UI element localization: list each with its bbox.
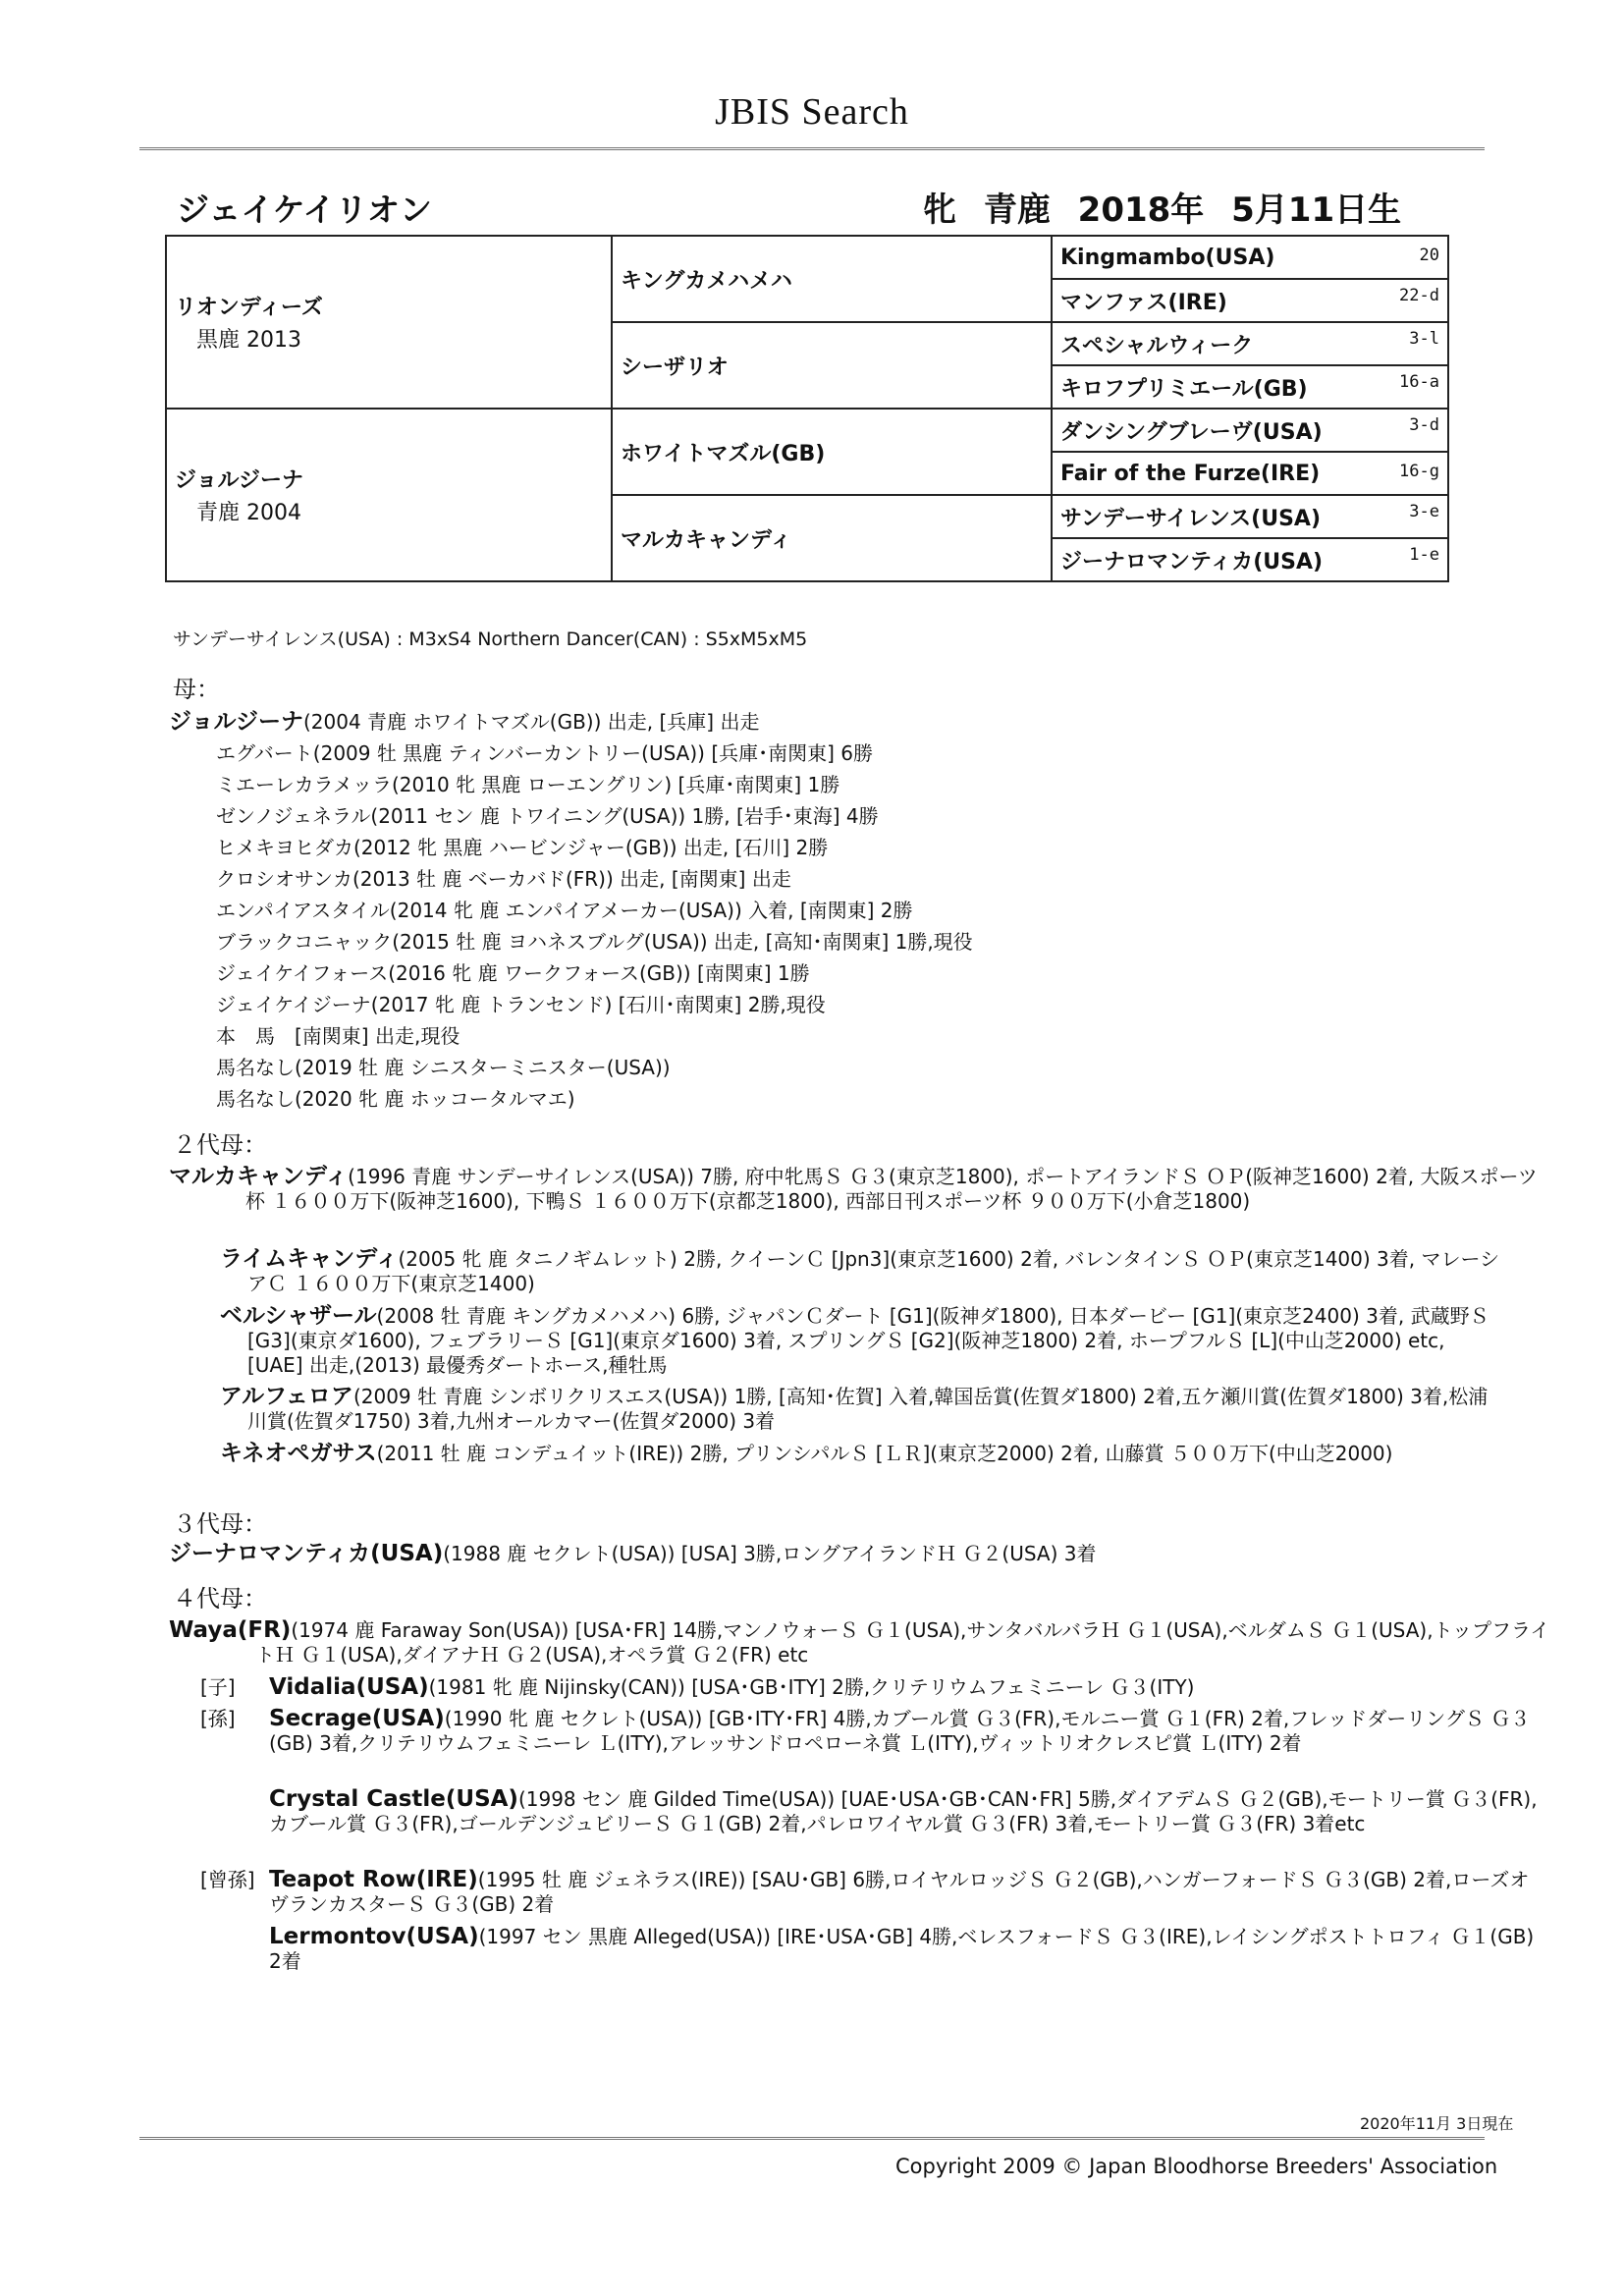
- inbreeding-note: サンデーサイレンス(USA) : M3xS4 Northern Dancer(CAN) : S5xM5xM5: [173, 629, 808, 650]
- pedigree-ancestor: サンデーサイレンス(USA) 3-e: [1052, 495, 1448, 538]
- descendant-entry: [孫] Secrage(USA)(1990 牝 鹿 セクレト(USA)) [GB･ITY･FR] 4勝,カブール賞 Ｇ３(FR),モルニー賞 Ｇ１(FR) 2着,フレッドダーリングＳ Ｇ３(GB) 3着,クリテリウムフェミニーレ Ｌ(ITY),アレッサンドロペローネ賞 Ｌ(ITY),ヴィットリオクレスピ賞 Ｌ(ITY) 2着: [200, 1706, 1531, 1755]
- list-item: ゼンノジェネラル(2011 セン 鹿 トワイニング(USA)) 1勝, [岩手･東海] 4勝: [216, 804, 879, 828]
- dam2-entry: ライムキャンディ(2005 牝 鹿 タニノギムレット) 2勝, クイーンＣ [Jpn3](東京芝1600) 2着, バレンタインＳ ＯＰ(東京芝1400) 3着, マレーシアＣ １６００万下(東京芝1400): [220, 1246, 1500, 1295]
- pedigree-ancestor: スペシャルウィーク 3-l: [1052, 322, 1448, 365]
- pedigree-dam: ジョルジーナ 青鹿 2004: [166, 409, 612, 581]
- list-item: ヒメキヨヒダカ(2012 牝 黒鹿 ハービンジャー(GB)) 出走, [石川] 2勝: [216, 836, 829, 859]
- pedigree-table: [165, 235, 1449, 582]
- as-of-date: 2020年11月 3日現在: [1360, 2114, 1514, 2133]
- list-item: 馬名なし(2019 牡 鹿 シニスターミニスター(USA)): [216, 1056, 671, 1079]
- dam2-entry: アルフェロア(2009 牡 青鹿 シンボリクリスエス(USA)) 1勝, [高知･佐賀] 入着,韓国岳賞(佐賀ダ1800) 2着,五ケ瀬川賞(佐賀ダ1800) 3着,松浦川賞(佐賀ダ1750) 3着,九州オールカマー(佐賀ダ2000) 3着: [220, 1384, 1489, 1433]
- section-dam4: ４代母：: [173, 1585, 267, 1613]
- pedigree-sire: リオンディーズ 黒鹿 2013: [166, 236, 612, 409]
- copyright: Copyright 2009 © Japan Bloodhorse Breeders' Association: [895, 2155, 1498, 2178]
- pedigree-ancestor: Kingmambo(USA) 20: [1052, 236, 1448, 279]
- list-item: クロシオサンカ(2013 牡 鹿 ベーカバド(FR)) 出走, [南関東] 出走: [216, 867, 791, 891]
- pedigree-ancestor: マンファス(IRE) 22-d: [1052, 279, 1448, 322]
- list-item: ブラックコニャック(2015 牡 鹿 ヨハネスブルグ(USA)) 出走, [高知･南関東] 1勝,現役: [216, 930, 973, 954]
- pedigree-ancestor: キロフプリミエール(GB) 16-a: [1052, 365, 1448, 409]
- dam4-entry: Waya(FR)(1974 鹿 Faraway Son(USA)) [USA･FR] 14勝,マンノウォーＳ Ｇ１(USA),サンタバルバラＨ Ｇ１(USA),ベルダムＳ Ｇ１(USA),トップフライトＨ Ｇ１(USA),ダイアナＨ Ｇ２(USA),オペラ賞 Ｇ２(FR) etc: [169, 1617, 1550, 1667]
- pedigree-ancestor: Fair of the Furze(IRE) 16-g: [1052, 452, 1448, 495]
- descendant-entry: Lermontov(USA)(1997 セン 黒鹿 Alleged(USA)) [IRE･USA･GB] 4勝,ベレスフォードＳ Ｇ３(IRE),レイシングポストトロフィ Ｇ１(GB) 2着: [269, 1924, 1535, 1973]
- pedigree-grandparent: シーザリオ: [612, 322, 1052, 409]
- descendant-entry: [曾孫] Teapot Row(IRE)(1995 牡 鹿 ジェネラス(IRE)) [SAU･GB] 6勝,ロイヤルロッジＳ Ｇ２(GB),ハンガーフォードＳ Ｇ３(GB) 2着,ローズオヴランカスターＳ Ｇ３(GB) 2着: [200, 1867, 1530, 1916]
- section-dam2: ２代母：: [173, 1131, 267, 1159]
- list-item: エグバート(2009 牡 黒鹿 ティンバーカントリー(USA)) [兵庫･南関東] 6勝: [216, 741, 874, 765]
- pedigree-ancestor: ジーナロマンティカ(USA) 1-e: [1052, 538, 1448, 581]
- list-item: ミエーレカラメッラ(2010 牝 黒鹿 ローエングリン) [兵庫･南関東] 1勝: [216, 773, 840, 796]
- descendant-entry: [子] Vidalia(USA)(1981 牝 鹿 Nijinsky(CAN)) [USA･GB･ITY] 2勝,クリテリウムフェミニーレ Ｇ３(ITY): [200, 1674, 1195, 1700]
- horse-attributes: 牝 青鹿 2018年 5月11日生: [923, 191, 1402, 230]
- dam2-entry: キネオペガサス(2011 牡 鹿 コンデュイット(IRE)) 2勝, プリンシパルＳ [ＬＲ](東京芝2000) 2着, 山藤賞 ５００万下(中山芝2000): [220, 1441, 1393, 1466]
- jbis-logo: [0, 90, 1624, 134]
- list-item: 馬名なし(2020 牝 鹿 ホッコータルマエ): [216, 1087, 575, 1111]
- dam2-entry: ベルシャザール(2008 牡 青鹿 キングカメハメハ) 6勝, ジャパンＣダート [G1](阪神ダ1800), 日本ダービー [G1](東京芝2400) 3着, 武蔵野Ｓ [G3](東京ダ1600), フェブラリーＳ [G1](東京ダ1600) 3着, スプリングＳ [G2](阪神芝1800) 2着, ホープフルＳ [L](中山芝2000) etc, [UAE] 出走,(2013) 最優秀ダートホース,種牡馬: [220, 1303, 1489, 1377]
- list-item: ジェイケイジーナ(2017 牝 鹿 トランセンド) [石川･南関東] 2勝,現役: [216, 993, 826, 1016]
- bottom-divider: [139, 2137, 1485, 2140]
- pedigree-grandparent: ホワイトマズル(GB): [612, 409, 1052, 495]
- list-item: ジェイケイフォース(2016 牝 鹿 ワークフォース(GB)) [南関東] 1勝: [216, 961, 810, 985]
- logo-text: JBIS Search: [715, 91, 909, 133]
- descendant-entry: Crystal Castle(USA)(1998 セン 鹿 Gilded Time(USA)) [UAE･USA･GB･CAN･FR] 5勝,ダイアデムＳ Ｇ２(GB),モートリー賞 Ｇ３(FR),カブール賞 Ｇ３(FR),ゴールデンジュビリーＳ Ｇ１(GB) 2着,パレロワイヤル賞 Ｇ３(FR) 3着,モートリー賞 Ｇ３(FR) 3着etc: [269, 1786, 1538, 1835]
- dam-entry: ジョルジーナ(2004 青鹿 ホワイトマズル(GB)) 出走, [兵庫] 出走: [169, 709, 760, 735]
- horse-name: ジェイケイリオン: [177, 191, 433, 229]
- pedigree-grandparent: キングカメハメハ: [612, 236, 1052, 322]
- list-item: エンパイアスタイル(2014 牝 鹿 エンパイアメーカー(USA)) 入着, [南関東] 2勝: [216, 899, 913, 922]
- list-item: 本 馬 [南関東] 出走,現役: [216, 1024, 460, 1048]
- section-dam: 母：: [173, 676, 220, 703]
- dam3-entry: ジーナロマンティカ(USA)(1988 鹿 セクレト(USA)) [USA] 3勝,ロングアイランドＨ Ｇ２(USA) 3着: [169, 1541, 1097, 1566]
- pedigree-ancestor: ダンシングブレーヴ(USA) 3-d: [1052, 409, 1448, 452]
- dam2-entry: マルカキャンディ(1996 青鹿 サンデーサイレンス(USA)) 7勝, 府中牝馬Ｓ Ｇ３(東京芝1800), ポートアイランドＳ ＯＰ(阪神芝1600) 2着, 大阪スポーツ杯 １６００万下(阪神芝1600), 下鴨Ｓ １６００万下(京都芝1800), 西部日刊スポーツ杯 ９００万下(小倉芝1800): [169, 1164, 1538, 1213]
- top-divider: [139, 147, 1485, 150]
- pedigree-grandparent: マルカキャンディ: [612, 495, 1052, 581]
- section-dam3: ３代母：: [173, 1510, 267, 1538]
